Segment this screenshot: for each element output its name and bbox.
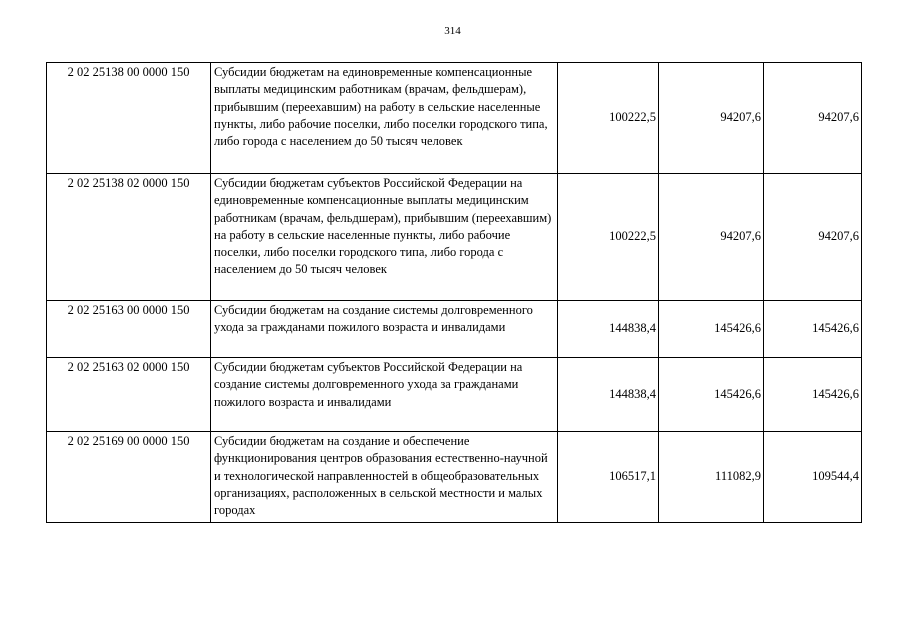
value-year-3: 145426,6 — [764, 301, 862, 358]
table-row — [47, 301, 862, 358]
table-row — [47, 63, 862, 174]
value-year-3: 109544,4 — [764, 432, 862, 523]
income-description: Субсидии бюджетам субъектов Российской Федерации на создание системы долговременного ухода за гражданами пожилого возраста и инвалидами — [211, 358, 558, 432]
budget-code: 2 02 25163 00 0000 150 — [47, 301, 211, 358]
budget-code: 2 02 25138 00 0000 150 — [47, 63, 211, 174]
value-year-2: 94207,6 — [659, 63, 764, 174]
value-year-3: 145426,6 — [764, 358, 862, 432]
value-year-1: 106517,1 — [558, 432, 659, 523]
value-year-1: 144838,4 — [558, 301, 659, 358]
income-description: Субсидии бюджетам на создание системы долговременного ухода за гражданами пожилого возраста и инвалидами — [211, 301, 558, 358]
page-number: 314 — [444, 25, 461, 37]
value-year-3: 94207,6 — [764, 174, 862, 301]
value-year-1: 144838,4 — [558, 358, 659, 432]
table-row — [47, 174, 862, 301]
income-description: Субсидии бюджетам на создание и обеспечение функционирования центров образования естественно-научной и технологической направленностей в общеобразовательных организациях, расположенных в сельской местности и малых городах — [211, 432, 558, 523]
value-year-3: 94207,6 — [764, 63, 862, 174]
value-year-2: 94207,6 — [659, 174, 764, 301]
budget-code: 2 02 25138 02 0000 150 — [47, 174, 211, 301]
budget-code: 2 02 25169 00 0000 150 — [47, 432, 211, 523]
value-year-1: 100222,5 — [558, 174, 659, 301]
value-year-2: 145426,6 — [659, 358, 764, 432]
value-year-2: 145426,6 — [659, 301, 764, 358]
table-row — [47, 432, 862, 523]
income-description: Субсидии бюджетам субъектов Российской Федерации на единовременные компенсационные выплаты медицинским работникам (врачам, фельдшерам), прибывшим (переехавшим) на работу в сельские населенные пункты, либо рабочие поселки, либо поселки городского типа, либо города с населением до 50 тысяч человек — [211, 174, 558, 301]
income-description: Субсидии бюджетам на единовременные компенсационные выплаты медицинским работникам (врачам, фельдшерам), прибывшим (переехавшим) на работу в сельские населенные пункты, либо рабочие поселки, либо поселки городского типа, либо города с населением до 50 тысяч человек — [211, 63, 558, 174]
table-row — [47, 358, 862, 432]
budget-table — [46, 62, 862, 523]
budget-code: 2 02 25163 02 0000 150 — [47, 358, 211, 432]
value-year-1: 100222,5 — [558, 63, 659, 174]
value-year-2: 111082,9 — [659, 432, 764, 523]
